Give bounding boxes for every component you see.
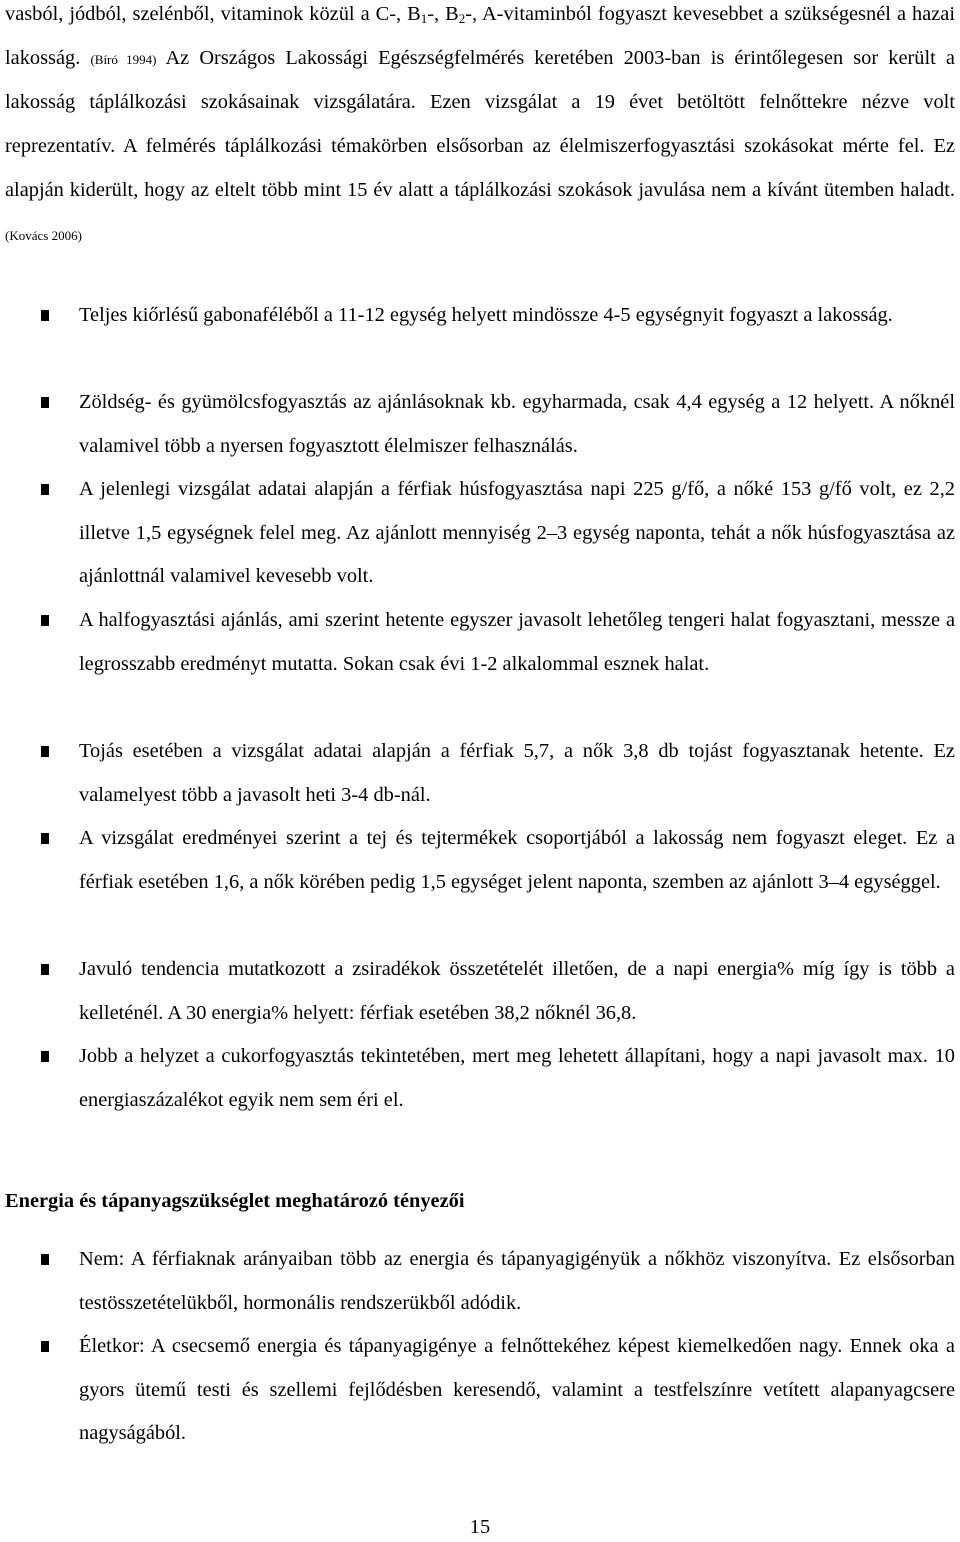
list-item: Teljes kiőrlésű gabonaféléből a 11-12 egység helyett mindössze 4-5 egységnyit fogyaszt a lakosság.: [79, 304, 893, 326]
list-item: A halfogyasztási ajánlás, ami szerint hetente egyszer javasolt lehetőleg tengeri halat fogyasztani, messze a legrosszabb eredményt mutatta. Sokan csak évi 1-2 alkalommal esznek halat.: [79, 609, 955, 675]
intro-text-b: -, B: [427, 3, 459, 25]
list-item: Jobb a helyzet a cukorfogyasztás tekintetében, mert meg lehetett állapítani, hogy a napi javasolt max. 10 energiaszázalékot egyik nem sem éri el.: [79, 1045, 955, 1111]
intro-text-a: vasból, jódból, szelénből, vitaminok közül a C-, B: [5, 3, 421, 25]
list-item: Életkor: A csecsemő energia és tápanyagigénye a felnőttekéhez képest kiemelkedően nagy. Ennek oka a gyors ütemű testi és szellemi fejlődésben keresendő, valamint a testfelszínre vetített alapanyagcsere nagyságából.: [79, 1335, 955, 1445]
bullet-icon: [41, 1254, 49, 1265]
bullet-icon: [41, 615, 49, 626]
intro-paragraph: [5, 0, 955, 257]
citation: (Kovács 2006): [5, 227, 82, 243]
bullet-icon: [41, 833, 49, 844]
list-item: Zöldség- és gyümölcsfogyasztás az ajánlásoknak kb. egyharmada, csak 4,4 egység a 12 helyett. A nőknél valamivel több a nyersen fogyasztott élelmiszer felhasználás.: [79, 391, 955, 457]
bullet-icon: [41, 310, 49, 321]
bullet-icon: [41, 746, 49, 757]
list-item: A jelenlegi vizsgálat adatai alapján a férfiak húsfogyasztása napi 225 g/fő, a nőké 153 g/fő volt, ez 2,2 illetve 1,5 egységnek felel meg. Az ajánlott mennyiség 2–3 egység naponta, tehát a nők húsfogyasztása az ajánlottnál valamivel kevesebb volt.: [79, 478, 955, 588]
bullet-icon: [41, 484, 49, 495]
page-number: 15: [469, 1516, 491, 1538]
bullet-icon: [41, 1341, 49, 1352]
bullet-icon: [41, 964, 49, 975]
citation: (Bíró 1994): [90, 51, 157, 67]
intro-text-c: -, A-vitaminból fogyaszt kevesebbet a szükségesnél a hazai lakosság.: [5, 3, 955, 69]
section-heading: Energia és tápanyagszükséglet meghatározó tényezői: [5, 1190, 465, 1212]
bullet-icon: [41, 1051, 49, 1062]
list-item: Javuló tendencia mutatkozott a zsiradékok összetételét illetően, de a napi energia% míg így is több a kelleténél. A 30 energia% helyett: férfiak esetében 38,2 nőknél 36,8.: [79, 958, 955, 1024]
subscript-b2: 2: [458, 11, 466, 26]
list-item: Nem: A férfiaknak arányaiban több az energia és tápanyagigényük a nőkhöz viszonyítva. Ez elsősorban testösszetételükből, hormonális rendszerükből adódik.: [79, 1248, 955, 1314]
subscript-b1: 1: [420, 11, 428, 26]
list-item: Tojás esetében a vizsgálat adatai alapján a férfiak 5,7, a nők 3,8 db tojást fogyasztanak hetente. Ez valamelyest több a javasolt heti 3-4 db-nál.: [79, 740, 955, 806]
list-item: A vizsgálat eredményei szerint a tej és tejtermékek csoportjából a lakosság nem fogyaszt eleget. Ez a férfiak esetében 1,6, a nők körében pedig 1,5 egységet jelent naponta, szemben az ajánlott 3–4 egységgel.: [79, 827, 955, 893]
intro-body: Az Országos Lakossági Egészségfelmérés keretében 2003-ban is érintőlegesen sor került a lakosság táplálkozási szokásainak vizsgálatára. Ezen vizsgálat a 19 évet betöltött felnőttekre nézve volt reprezentatív. A felmérés táplálkozási témakörben elsősorban az élelmiszerfogyasztási szokásokat mérte fel. Ez alapján kiderült, hogy az eltelt több mint 15 év alatt a táplálkozási szokások javulása nem a kívánt ütemben haladt.: [5, 46, 955, 201]
bullet-icon: [41, 397, 49, 408]
